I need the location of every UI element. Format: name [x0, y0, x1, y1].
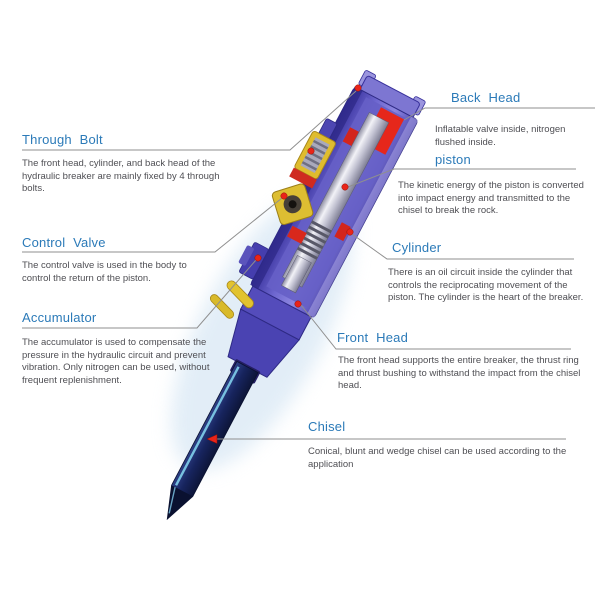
label-desc-back-head: Inflatable valve inside, nitrogen flushed inside.: [435, 124, 566, 148]
marker-dot-cylinder: [347, 229, 353, 235]
marker-dot-accumulator: [255, 255, 261, 261]
leader-line-cylinder: [352, 234, 574, 259]
label-desc-chisel: Conical, blunt and wedge chisel can be used according to the application: [308, 446, 567, 470]
label-desc-cylinder: There is an oil circuit inside the cylinder that controls the reciprocating movement of the piston. The cylinder is the heart of the breaker.: [388, 267, 584, 304]
label-title-accumulator: Accumulator: [22, 310, 97, 325]
label-title-piston: piston: [435, 152, 471, 167]
label-desc-accumulator: The accumulator is used to compensate the pressure in the hydraulic circuit and prevent vibration. Only nitrogen can be used, without frequent replenishment.: [22, 337, 210, 386]
marker-dot-upper-bolt: [308, 148, 314, 154]
label-title-control-valve: Control Valve: [22, 235, 106, 250]
label-title-front-head: Front Head: [337, 330, 409, 345]
label-desc-front-head: The front head supports the entire breaker, the thrust ring and thrust bushing to withstand the impact from the chisel head.: [338, 355, 581, 392]
label-desc-control-valve: The control valve is used in the body to control the return of the piston.: [22, 260, 187, 284]
label-desc-piston: The kinetic energy of the piston is converted into impact energy and transmitted to the chisel to break the rock.: [398, 180, 584, 217]
leader-line-back-head: [404, 108, 595, 120]
marker-dot-control-valve: [281, 193, 287, 199]
label-title-chisel: Chisel: [308, 419, 346, 434]
label-title-back-head: Back Head: [451, 90, 521, 105]
marker-dot-piston: [342, 184, 348, 190]
label-desc-through-bolt: The front head, cylinder, and back head of the hydraulic breaker are mainly fixed by 4 through bolts.: [22, 158, 220, 195]
marker-dot-front-head: [295, 301, 301, 307]
label-title-through-bolt: Through Bolt: [22, 132, 103, 147]
label-title-cylinder: Cylinder: [392, 240, 442, 255]
marker-dot-through-bolt: [355, 85, 361, 91]
